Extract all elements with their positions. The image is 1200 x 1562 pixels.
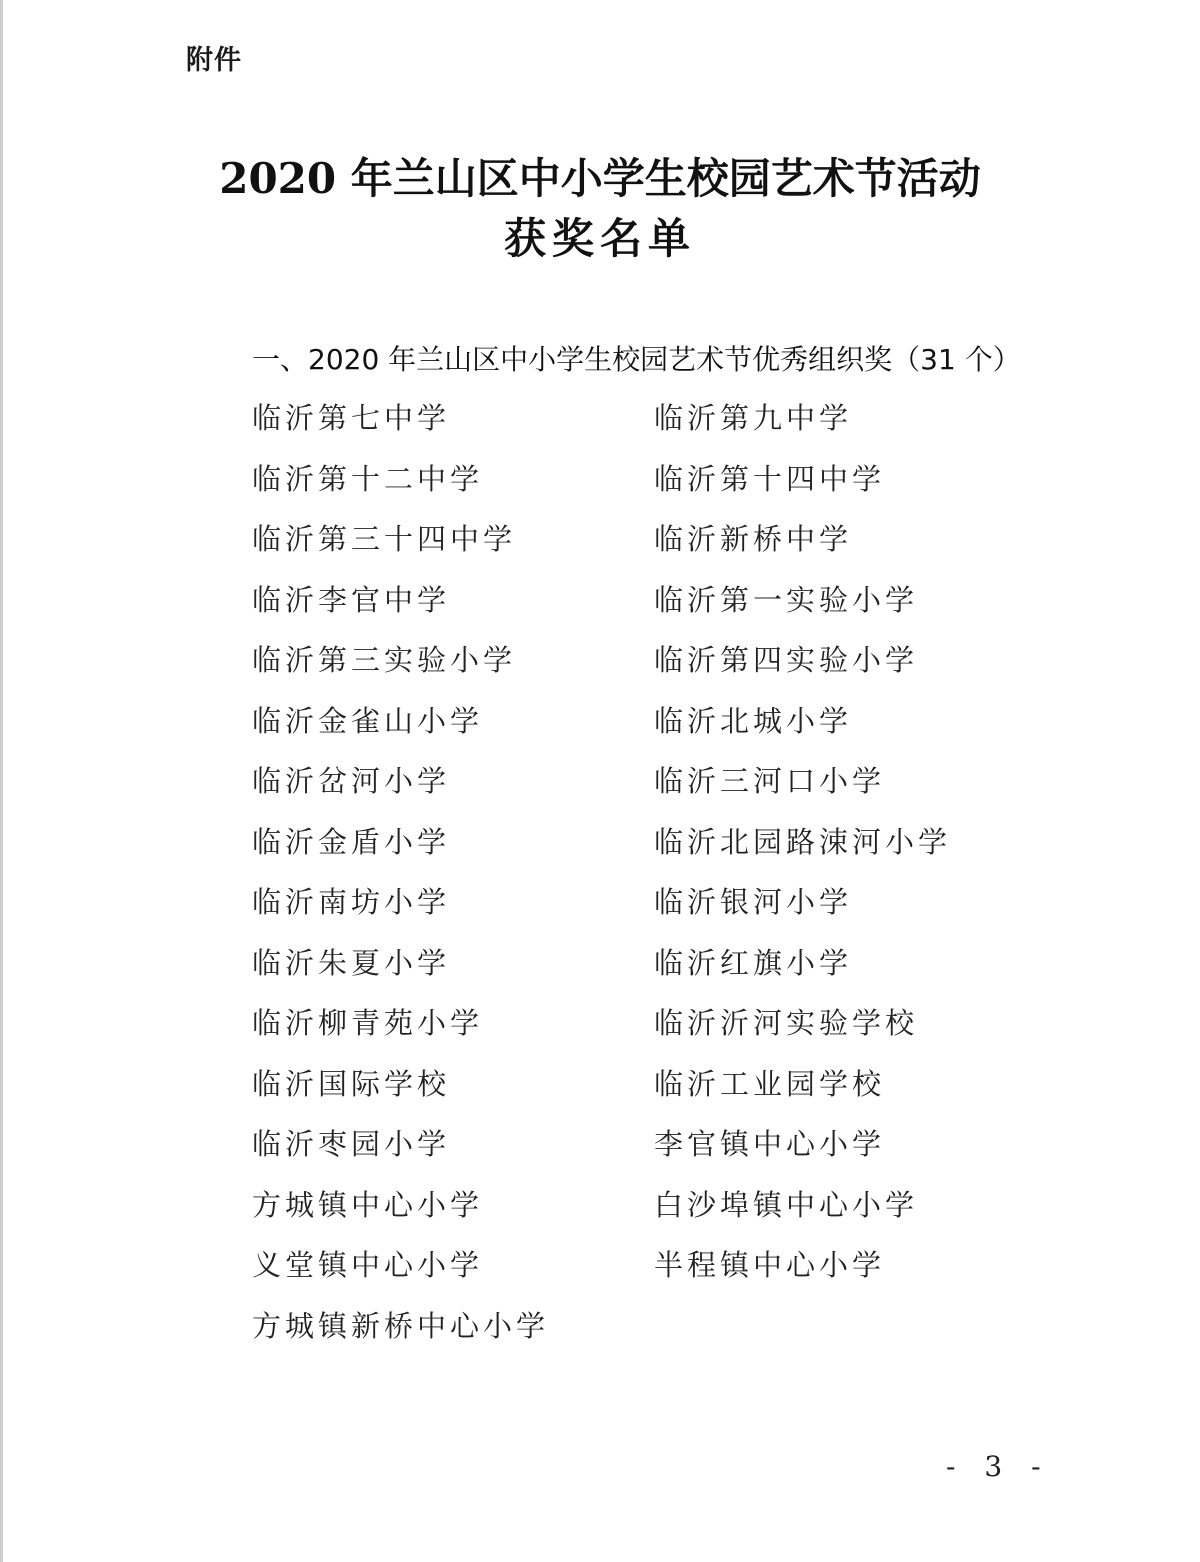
document-title-line-2: 获奖名单 — [503, 214, 696, 263]
list-item: 临沂第十二中学 — [252, 461, 484, 496]
list-item: 临沂第三十四中学 — [252, 522, 517, 556]
list-item: 白沙埠镇中心小学 — [654, 1187, 919, 1222]
list-item: 临沂金雀山小学 — [252, 703, 484, 738]
list-item: 临沂第四实验小学 — [654, 643, 919, 677]
school-list-right — [654, 398, 951, 1306]
list-item: 临沂第三实验小学 — [252, 643, 517, 677]
list-item: 临沂红旗小学 — [654, 945, 853, 980]
list-item: 临沂第一实验小学 — [654, 582, 919, 617]
section-heading: 一、2020 年兰山区中小学生校园艺术节优秀组织奖（31 个） — [252, 343, 1021, 376]
list-item: 临沂北城小学 — [654, 703, 853, 738]
list-item: 临沂朱夏小学 — [252, 945, 451, 980]
list-item: 临沂第九中学 — [654, 401, 853, 435]
list-item: 义堂镇中心小学 — [252, 1248, 484, 1282]
page-number: - 3 - — [946, 1450, 1051, 1483]
list-item: 方城镇中心小学 — [252, 1187, 484, 1222]
list-item: 临沂沂河实验学校 — [654, 1006, 919, 1040]
list-item: 临沂金盾小学 — [252, 824, 451, 859]
school-list-left — [252, 398, 549, 1366]
list-item: 临沂国际学校 — [252, 1066, 451, 1101]
list-item: 临沂北园路涑河小学 — [654, 824, 952, 859]
document-title-line-1: 2020 年兰山区中小学生校园艺术节活动 — [219, 154, 981, 203]
list-item: 临沂枣园小学 — [252, 1127, 451, 1161]
list-item: 方城镇新桥中心小学 — [252, 1308, 550, 1343]
list-item: 临沂工业园学校 — [654, 1066, 886, 1101]
list-item: 临沂新桥中学 — [654, 522, 853, 556]
attachment-label: 附件 — [186, 45, 242, 76]
list-item: 临沂三河口小学 — [654, 764, 886, 798]
list-item: 李官镇中心小学 — [654, 1127, 886, 1161]
list-item: 临沂柳青苑小学 — [252, 1006, 484, 1040]
list-item: 临沂第七中学 — [252, 401, 451, 435]
list-item: 临沂第十四中学 — [654, 461, 886, 496]
list-item: 半程镇中心小学 — [654, 1248, 886, 1282]
list-item: 临沂银河小学 — [654, 885, 853, 919]
list-item: 临沂李官中学 — [252, 582, 451, 617]
list-item: 临沂南坊小学 — [252, 885, 451, 919]
list-item: 临沂岔河小学 — [252, 764, 451, 798]
